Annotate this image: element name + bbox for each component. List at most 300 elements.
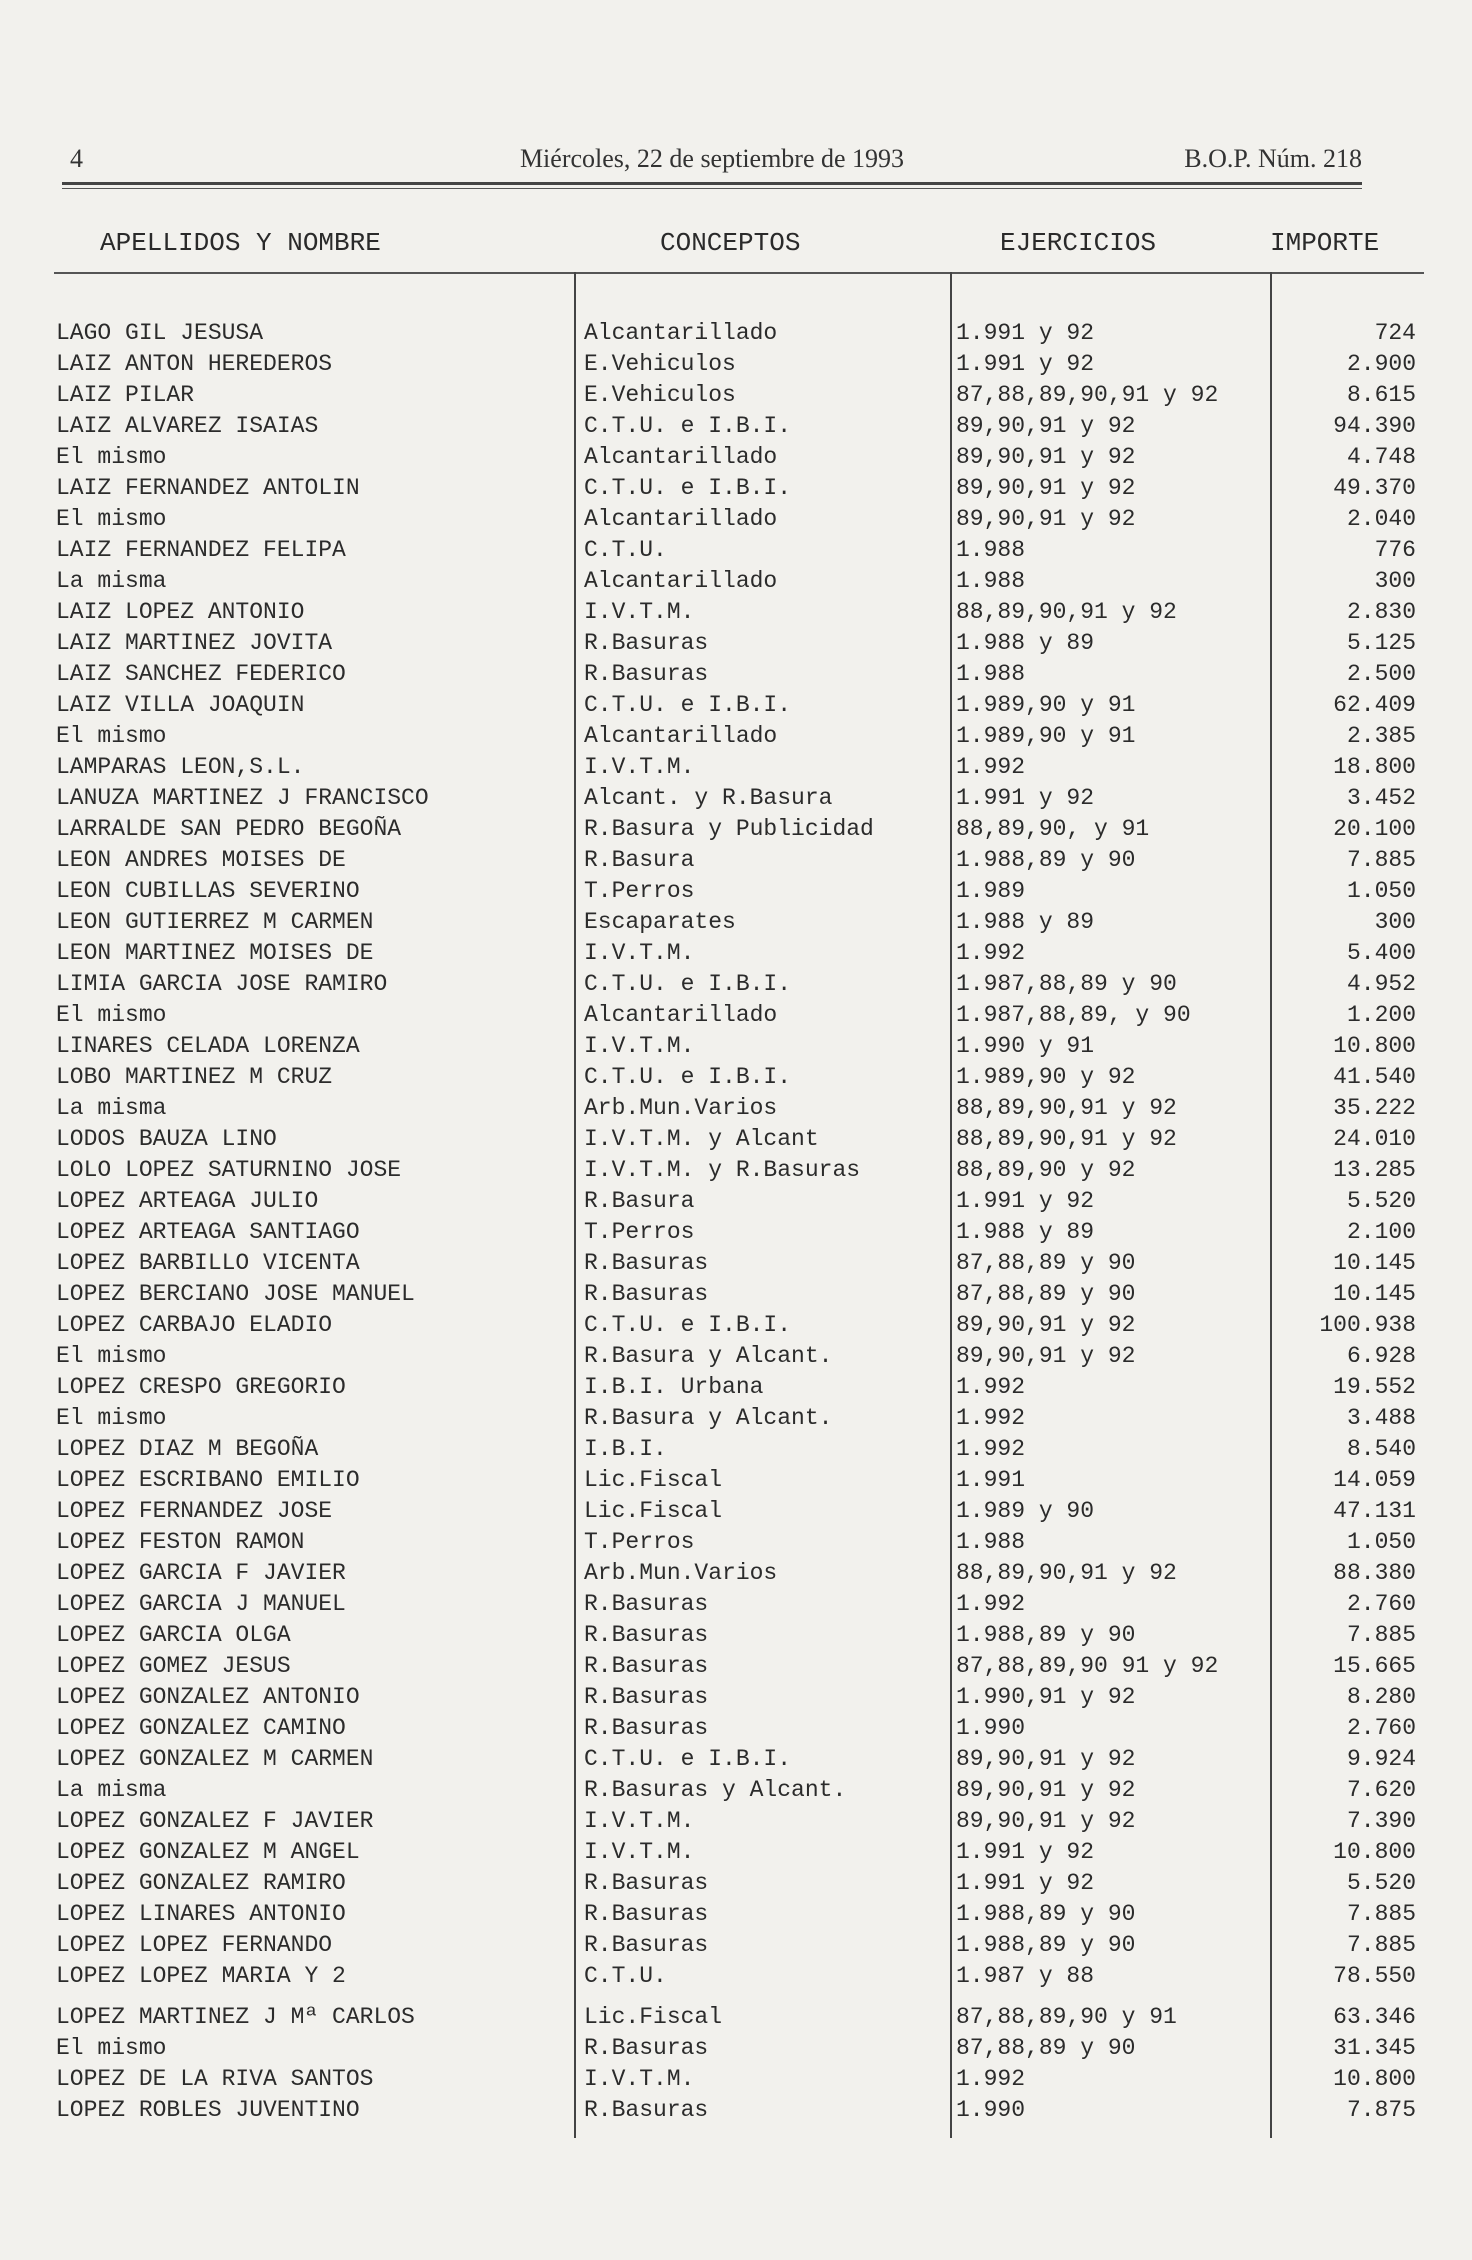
- cell-name: LEON MARTINEZ MOISES DE: [56, 940, 374, 966]
- cell-years: 1.988 y 89: [956, 630, 1095, 656]
- cell-years: 1.991 y 92: [956, 320, 1095, 346]
- table-row: [0, 1527, 1472, 1558]
- cell-amount: 10.800: [1333, 1033, 1416, 1059]
- cell-years: 1.992: [956, 940, 1026, 966]
- table-row: [0, 721, 1472, 752]
- cell-years: 1.989,90 y 91: [956, 723, 1136, 749]
- table-row: [0, 1496, 1472, 1527]
- cell-concept: R.Basuras: [584, 1281, 709, 1307]
- cell-name: LOBO MARTINEZ M CRUZ: [56, 1064, 333, 1090]
- cell-name: LOPEZ GARCIA F JAVIER: [56, 1560, 346, 1586]
- cell-years: 1.989 y 90: [956, 1498, 1095, 1524]
- cell-concept: R.Basuras y Alcant.: [584, 1777, 847, 1803]
- cell-concept: T.Perros: [584, 1529, 695, 1555]
- cell-name: El mismo: [56, 2035, 167, 2061]
- cell-concept: Alcantarillado: [584, 568, 778, 594]
- cell-years: 1.988: [956, 568, 1026, 594]
- cell-amount: 4.748: [1346, 444, 1416, 470]
- table-row: [0, 752, 1472, 783]
- col-header-concept: CONCEPTOS: [660, 228, 801, 258]
- table-row: [0, 876, 1472, 907]
- cell-name: LOPEZ DE LA RIVA SANTOS: [56, 2066, 374, 2092]
- cell-concept: T.Perros: [584, 878, 695, 904]
- cell-years: 88,89,90,91 y 92: [956, 1126, 1177, 1152]
- table-row: [0, 783, 1472, 814]
- table-row: [0, 1868, 1472, 1899]
- table-row: [0, 349, 1472, 380]
- table-row: [0, 2002, 1472, 2033]
- cell-concept: I.V.T.M. y R.Basuras: [584, 1157, 861, 1183]
- cell-years: 1.989,90 y 92: [956, 1064, 1136, 1090]
- cell-amount: 78.550: [1333, 1963, 1416, 1989]
- cell-concept: Lic.Fiscal: [584, 2004, 723, 2030]
- cell-concept: E.Vehiculos: [584, 351, 736, 377]
- cell-concept: R.Basuras: [584, 1932, 709, 1958]
- cell-concept: R.Basuras: [584, 1684, 709, 1710]
- table-row: [0, 938, 1472, 969]
- table-row: [0, 690, 1472, 721]
- cell-concept: Alcantarillado: [584, 320, 778, 346]
- cell-name: El mismo: [56, 723, 167, 749]
- cell-years: 88,89,90 y 92: [956, 1157, 1136, 1183]
- cell-name: LEON ANDRES MOISES DE: [56, 847, 346, 873]
- cell-concept: R.Basuras: [584, 1250, 709, 1276]
- cell-years: 88,89,90,91 y 92: [956, 1560, 1177, 1586]
- cell-concept: C.T.U.: [584, 537, 667, 563]
- cell-amount: 7.885: [1346, 1622, 1416, 1648]
- cell-amount: 7.885: [1346, 1932, 1416, 1958]
- column-headers: [0, 228, 1472, 268]
- cell-concept: R.Basura: [584, 847, 695, 873]
- cell-name: LAMPARAS LEON,S.L.: [56, 754, 305, 780]
- cell-years: 1.992: [956, 1436, 1026, 1462]
- cell-concept: I.V.T.M.: [584, 2066, 695, 2092]
- cell-years: 1.990,91 y 92: [956, 1684, 1136, 1710]
- cell-years: 1.988,89 y 90: [956, 1901, 1136, 1927]
- taxpayer-table: [0, 318, 1472, 2126]
- cell-name: LAIZ SANCHEZ FEDERICO: [56, 661, 346, 687]
- cell-amount: 7.875: [1346, 2097, 1416, 2123]
- table-row: [0, 318, 1472, 349]
- cell-concept: Alcant. y R.Basura: [584, 785, 833, 811]
- cell-years: 89,90,91 y 92: [956, 444, 1136, 470]
- cell-amount: 2.500: [1346, 661, 1416, 687]
- cell-name: LOPEZ LOPEZ MARIA Y 2: [56, 1963, 346, 1989]
- table-row: [0, 1651, 1472, 1682]
- cell-name: LAGO GIL JESUSA: [56, 320, 264, 346]
- table-row: [0, 1248, 1472, 1279]
- cell-concept: Alcantarillado: [584, 723, 778, 749]
- table-row: [0, 1186, 1472, 1217]
- cell-concept: Alcantarillado: [584, 506, 778, 532]
- cell-years: 1.992: [956, 1374, 1026, 1400]
- cell-concept: R.Basuras: [584, 1715, 709, 1741]
- cell-amount: 14.059: [1333, 1467, 1416, 1493]
- table-row: [0, 814, 1472, 845]
- cell-concept: C.T.U. e I.B.I.: [584, 475, 792, 501]
- cell-name: LAIZ ANTON HEREDEROS: [56, 351, 333, 377]
- cell-concept: Arb.Mun.Varios: [584, 1095, 778, 1121]
- cell-name: El mismo: [56, 444, 167, 470]
- table-row: [0, 2095, 1472, 2126]
- cell-amount: 9.924: [1346, 1746, 1416, 1772]
- cell-years: 89,90,91 y 92: [956, 506, 1136, 532]
- table-row: [0, 845, 1472, 876]
- cell-name: LEON CUBILLAS SEVERINO: [56, 878, 360, 904]
- cell-name: LAIZ VILLA JOAQUIN: [56, 692, 305, 718]
- cell-name: LOPEZ GARCIA OLGA: [56, 1622, 291, 1648]
- cell-years: 89,90,91 y 92: [956, 1343, 1136, 1369]
- cell-years: 89,90,91 y 92: [956, 1777, 1136, 1803]
- cell-amount: 63.346: [1333, 2004, 1416, 2030]
- cell-amount: 94.390: [1333, 413, 1416, 439]
- table-row: [0, 1558, 1472, 1589]
- cell-name: LOPEZ GONZALEZ RAMIRO: [56, 1870, 346, 1896]
- table-row: [0, 411, 1472, 442]
- cell-concept: C.T.U. e I.B.I.: [584, 413, 792, 439]
- cell-name: LOPEZ LOPEZ FERNANDO: [56, 1932, 333, 1958]
- cell-concept: C.T.U. e I.B.I.: [584, 971, 792, 997]
- table-row: [0, 1372, 1472, 1403]
- cell-amount: 18.800: [1333, 754, 1416, 780]
- cell-name: LAIZ LOPEZ ANTONIO: [56, 599, 305, 625]
- cell-years: 89,90,91 y 92: [956, 1312, 1136, 1338]
- cell-amount: 3.488: [1346, 1405, 1416, 1431]
- cell-name: LOPEZ GONZALEZ ANTONIO: [56, 1684, 360, 1710]
- cell-name: El mismo: [56, 506, 167, 532]
- cell-name: LARRALDE SAN PEDRO BEGOÑA: [56, 816, 402, 842]
- table-row: [0, 1062, 1472, 1093]
- cell-amount: 4.952: [1346, 971, 1416, 997]
- table-row: [0, 1093, 1472, 1124]
- cell-name: LOPEZ GOMEZ JESUS: [56, 1653, 291, 1679]
- cell-years: 1.991 y 92: [956, 351, 1095, 377]
- cell-amount: 10.800: [1333, 1839, 1416, 1865]
- table-row: [0, 659, 1472, 690]
- cell-concept: I.V.T.M.: [584, 754, 695, 780]
- cell-years: 88,89,90,91 y 92: [956, 1095, 1177, 1121]
- table-row: [0, 1279, 1472, 1310]
- cell-concept: R.Basura: [584, 1188, 695, 1214]
- table-row: [0, 1124, 1472, 1155]
- cell-name: LOPEZ ESCRIBANO EMILIO: [56, 1467, 360, 1493]
- cell-name: LOPEZ GONZALEZ CAMINO: [56, 1715, 346, 1741]
- cell-concept: I.V.T.M. y Alcant: [584, 1126, 819, 1152]
- table-row: [0, 1031, 1472, 1062]
- cell-name: LODOS BAUZA LINO: [56, 1126, 277, 1152]
- cell-years: 1.987 y 88: [956, 1963, 1095, 1989]
- cell-years: 1.992: [956, 754, 1026, 780]
- cell-amount: 35.222: [1333, 1095, 1416, 1121]
- cell-concept: C.T.U. e I.B.I.: [584, 1312, 792, 1338]
- cell-amount: 5.520: [1346, 1870, 1416, 1896]
- table-row: [0, 2033, 1472, 2064]
- cell-years: 1.992: [956, 2066, 1026, 2092]
- table-row: [0, 1682, 1472, 1713]
- cell-name: LAIZ FERNANDEZ FELIPA: [56, 537, 346, 563]
- cell-amount: 62.409: [1333, 692, 1416, 718]
- cell-concept: R.Basuras: [584, 2097, 709, 2123]
- cell-name: LOPEZ BARBILLO VICENTA: [56, 1250, 360, 1276]
- cell-years: 1.988,89 y 90: [956, 847, 1136, 873]
- cell-name: LINARES CELADA LORENZA: [56, 1033, 360, 1059]
- cell-years: 89,90,91 y 92: [956, 413, 1136, 439]
- table-row: [0, 1775, 1472, 1806]
- cell-concept: Alcantarillado: [584, 1002, 778, 1028]
- cell-amount: 2.830: [1346, 599, 1416, 625]
- cell-amount: 2.900: [1346, 351, 1416, 377]
- table-row: [0, 1217, 1472, 1248]
- header-rule-thin: [62, 188, 1362, 189]
- table-row: [0, 1744, 1472, 1775]
- table-row: [0, 1837, 1472, 1868]
- table-row: [0, 1341, 1472, 1372]
- cell-name: El mismo: [56, 1343, 167, 1369]
- table-row: [0, 1155, 1472, 1186]
- cell-years: 1.992: [956, 1405, 1026, 1431]
- cell-years: 88,89,90, y 91: [956, 816, 1150, 842]
- table-row: [0, 535, 1472, 566]
- table-row: [0, 473, 1472, 504]
- cell-concept: I.V.T.M.: [584, 599, 695, 625]
- cell-years: 87,88,89,90 y 91: [956, 2004, 1177, 2030]
- cell-amount: 6.928: [1346, 1343, 1416, 1369]
- cell-years: 1.988,89 y 90: [956, 1932, 1136, 1958]
- cell-name: LEON GUTIERREZ M CARMEN: [56, 909, 374, 935]
- cell-name: LOPEZ GARCIA J MANUEL: [56, 1591, 346, 1617]
- cell-name: LAIZ MARTINEZ JOVITA: [56, 630, 333, 656]
- table-row: [0, 1713, 1472, 1744]
- cell-amount: 13.285: [1333, 1157, 1416, 1183]
- cell-years: 1.990: [956, 2097, 1026, 2123]
- col-header-years: EJERCICIOS: [1000, 228, 1157, 258]
- cell-concept: Lic.Fiscal: [584, 1467, 723, 1493]
- cell-years: 87,88,89 y 90: [956, 1250, 1136, 1276]
- cell-concept: C.T.U. e I.B.I.: [584, 1064, 792, 1090]
- cell-years: 1.990 y 91: [956, 1033, 1095, 1059]
- table-row: [0, 597, 1472, 628]
- cell-concept: R.Basuras: [584, 1653, 709, 1679]
- header-rule-thick: [62, 182, 1362, 185]
- cell-name: La misma: [56, 1777, 167, 1803]
- cell-concept: Lic.Fiscal: [584, 1498, 723, 1524]
- cell-concept: T.Perros: [584, 1219, 695, 1245]
- cell-years: 1.987,88,89, y 90: [956, 1002, 1191, 1028]
- table-row: [0, 628, 1472, 659]
- table-row: [0, 504, 1472, 535]
- cell-name: LOLO LOPEZ SATURNINO JOSE: [56, 1157, 402, 1183]
- cell-years: 89,90,91 y 92: [956, 475, 1136, 501]
- cell-amount: 10.145: [1333, 1281, 1416, 1307]
- cell-amount: 10.145: [1333, 1250, 1416, 1276]
- cell-name: LOPEZ FERNANDEZ JOSE: [56, 1498, 333, 1524]
- table-row: [0, 1403, 1472, 1434]
- cell-name: LOPEZ GONZALEZ M CARMEN: [56, 1746, 374, 1772]
- cell-concept: I.B.I. Urbana: [584, 1374, 764, 1400]
- cell-concept: Arb.Mun.Varios: [584, 1560, 778, 1586]
- cell-amount: 3.452: [1346, 785, 1416, 811]
- table-row: [0, 2064, 1472, 2095]
- cell-years: 1.991 y 92: [956, 1870, 1095, 1896]
- cell-amount: 47.131: [1333, 1498, 1416, 1524]
- cell-name: LOPEZ LINARES ANTONIO: [56, 1901, 346, 1927]
- cell-concept: E.Vehiculos: [584, 382, 736, 408]
- cell-name: LOPEZ ARTEAGA JULIO: [56, 1188, 319, 1214]
- cell-years: 1.988: [956, 661, 1026, 687]
- cell-amount: 100.938: [1319, 1312, 1416, 1338]
- cell-amount: 1.050: [1346, 1529, 1416, 1555]
- table-row: [0, 1310, 1472, 1341]
- cell-amount: 5.520: [1346, 1188, 1416, 1214]
- cell-years: 89,90,91 y 92: [956, 1808, 1136, 1834]
- cell-years: 1.989,90 y 91: [956, 692, 1136, 718]
- cell-name: LOPEZ MARTINEZ J Mª CARLOS: [56, 2004, 415, 2030]
- cell-name: LOPEZ GONZALEZ M ANGEL: [56, 1839, 360, 1865]
- cell-amount: 2.760: [1346, 1715, 1416, 1741]
- cell-name: LOPEZ CRESPO GREGORIO: [56, 1374, 346, 1400]
- column-header-rule: [54, 272, 1424, 274]
- cell-amount: 8.615: [1346, 382, 1416, 408]
- cell-years: 1.988 y 89: [956, 909, 1095, 935]
- cell-amount: 10.800: [1333, 2066, 1416, 2092]
- cell-concept: R.Basuras: [584, 1870, 709, 1896]
- cell-amount: 1.200: [1346, 1002, 1416, 1028]
- cell-name: El mismo: [56, 1405, 167, 1431]
- cell-amount: 1.050: [1346, 878, 1416, 904]
- cell-years: 1.988 y 89: [956, 1219, 1095, 1245]
- cell-concept: R.Basuras: [584, 1591, 709, 1617]
- table-row: [0, 1899, 1472, 1930]
- cell-concept: R.Basura y Alcant.: [584, 1405, 833, 1431]
- cell-concept: R.Basuras: [584, 1622, 709, 1648]
- col-header-name: APELLIDOS Y NOMBRE: [100, 228, 381, 258]
- table-row: [0, 969, 1472, 1000]
- cell-concept: C.T.U.: [584, 1963, 667, 1989]
- cell-concept: I.V.T.M.: [584, 1808, 695, 1834]
- cell-amount: 41.540: [1333, 1064, 1416, 1090]
- table-row: [0, 1620, 1472, 1651]
- cell-amount: 8.280: [1346, 1684, 1416, 1710]
- cell-amount: 7.620: [1346, 1777, 1416, 1803]
- cell-amount: 724: [1374, 320, 1416, 346]
- table-row: [0, 1465, 1472, 1496]
- cell-years: 1.991 y 92: [956, 785, 1095, 811]
- cell-concept: R.Basura y Publicidad: [584, 816, 874, 842]
- cell-concept: R.Basuras: [584, 630, 709, 656]
- cell-amount: 24.010: [1333, 1126, 1416, 1152]
- cell-years: 1.991 y 92: [956, 1839, 1095, 1865]
- table-row: [0, 1930, 1472, 1961]
- cell-name: LIMIA GARCIA JOSE RAMIRO: [56, 971, 388, 997]
- cell-amount: 49.370: [1333, 475, 1416, 501]
- cell-concept: I.B.I.: [584, 1436, 667, 1462]
- cell-name: LOPEZ DIAZ M BEGOÑA: [56, 1436, 319, 1462]
- cell-years: 1.991: [956, 1467, 1026, 1493]
- cell-years: 1.988: [956, 537, 1026, 563]
- cell-amount: 2.760: [1346, 1591, 1416, 1617]
- cell-amount: 300: [1374, 568, 1416, 594]
- cell-name: LOPEZ CARBAJO ELADIO: [56, 1312, 333, 1338]
- cell-concept: Alcantarillado: [584, 444, 778, 470]
- publication-date: Miércoles, 22 de septiembre de 1993: [519, 144, 905, 173]
- cell-amount: 31.345: [1333, 2035, 1416, 2061]
- cell-amount: 8.540: [1346, 1436, 1416, 1462]
- cell-amount: 776: [1374, 537, 1416, 563]
- cell-name: LOPEZ FESTON RAMON: [56, 1529, 305, 1555]
- table-row: [0, 1434, 1472, 1465]
- cell-years: 87,88,89 y 90: [956, 1281, 1136, 1307]
- page-number: 4: [70, 144, 83, 173]
- cell-name: La misma: [56, 1095, 167, 1121]
- cell-name: LAIZ FERNANDEZ ANTOLIN: [56, 475, 360, 501]
- cell-years: 87,88,89 y 90: [956, 2035, 1136, 2061]
- cell-amount: 2.385: [1346, 723, 1416, 749]
- cell-concept: I.V.T.M.: [584, 940, 695, 966]
- cell-amount: 300: [1374, 909, 1416, 935]
- table-row: [0, 1589, 1472, 1620]
- col-header-amount: IMPORTE: [1270, 228, 1380, 258]
- cell-name: LAIZ ALVAREZ ISAIAS: [56, 413, 319, 439]
- cell-concept: R.Basuras: [584, 2035, 709, 2061]
- cell-years: 89,90,91 y 92: [956, 1746, 1136, 1772]
- cell-years: 1.989: [956, 878, 1026, 904]
- cell-name: LANUZA MARTINEZ J FRANCISCO: [56, 785, 429, 811]
- cell-amount: 19.552: [1333, 1374, 1416, 1400]
- cell-name: El mismo: [56, 1002, 167, 1028]
- cell-years: 1.987,88,89 y 90: [956, 971, 1177, 997]
- cell-name: LOPEZ GONZALEZ F JAVIER: [56, 1808, 374, 1834]
- cell-years: 1.990: [956, 1715, 1026, 1741]
- cell-name: LAIZ PILAR: [56, 382, 195, 408]
- cell-concept: I.V.T.M.: [584, 1839, 695, 1865]
- cell-amount: 5.400: [1346, 940, 1416, 966]
- table-row: [0, 907, 1472, 938]
- cell-concept: R.Basuras: [584, 1901, 709, 1927]
- cell-amount: 5.125: [1346, 630, 1416, 656]
- cell-years: 1.988: [956, 1529, 1026, 1555]
- table-row: [0, 1961, 1472, 1992]
- cell-years: 1.991 y 92: [956, 1188, 1095, 1214]
- table-row: [0, 1000, 1472, 1031]
- cell-years: 87,88,89,90,91 y 92: [956, 382, 1219, 408]
- cell-concept: C.T.U. e I.B.I.: [584, 1746, 792, 1772]
- cell-name: LOPEZ ARTEAGA SANTIAGO: [56, 1219, 360, 1245]
- cell-years: 1.992: [956, 1591, 1026, 1617]
- cell-amount: 15.665: [1333, 1653, 1416, 1679]
- table-row: [0, 566, 1472, 597]
- cell-amount: 2.040: [1346, 506, 1416, 532]
- cell-years: 1.988,89 y 90: [956, 1622, 1136, 1648]
- table-row: [0, 1806, 1472, 1837]
- cell-concept: R.Basuras: [584, 661, 709, 687]
- cell-amount: 7.885: [1346, 847, 1416, 873]
- cell-concept: Escaparates: [584, 909, 736, 935]
- cell-concept: R.Basura y Alcant.: [584, 1343, 833, 1369]
- table-row: [0, 380, 1472, 411]
- cell-name: LOPEZ BERCIANO JOSE MANUEL: [56, 1281, 415, 1307]
- cell-concept: I.V.T.M.: [584, 1033, 695, 1059]
- cell-years: 87,88,89,90 91 y 92: [956, 1653, 1219, 1679]
- cell-name: LOPEZ ROBLES JUVENTINO: [56, 2097, 360, 2123]
- cell-amount: 88.380: [1333, 1560, 1416, 1586]
- page-header: [62, 140, 1362, 180]
- table-row: [0, 442, 1472, 473]
- cell-amount: 7.885: [1346, 1901, 1416, 1927]
- cell-amount: 2.100: [1346, 1219, 1416, 1245]
- bulletin-number: B.O.P. Núm. 218: [1184, 144, 1362, 173]
- cell-concept: C.T.U. e I.B.I.: [584, 692, 792, 718]
- cell-name: La misma: [56, 568, 167, 594]
